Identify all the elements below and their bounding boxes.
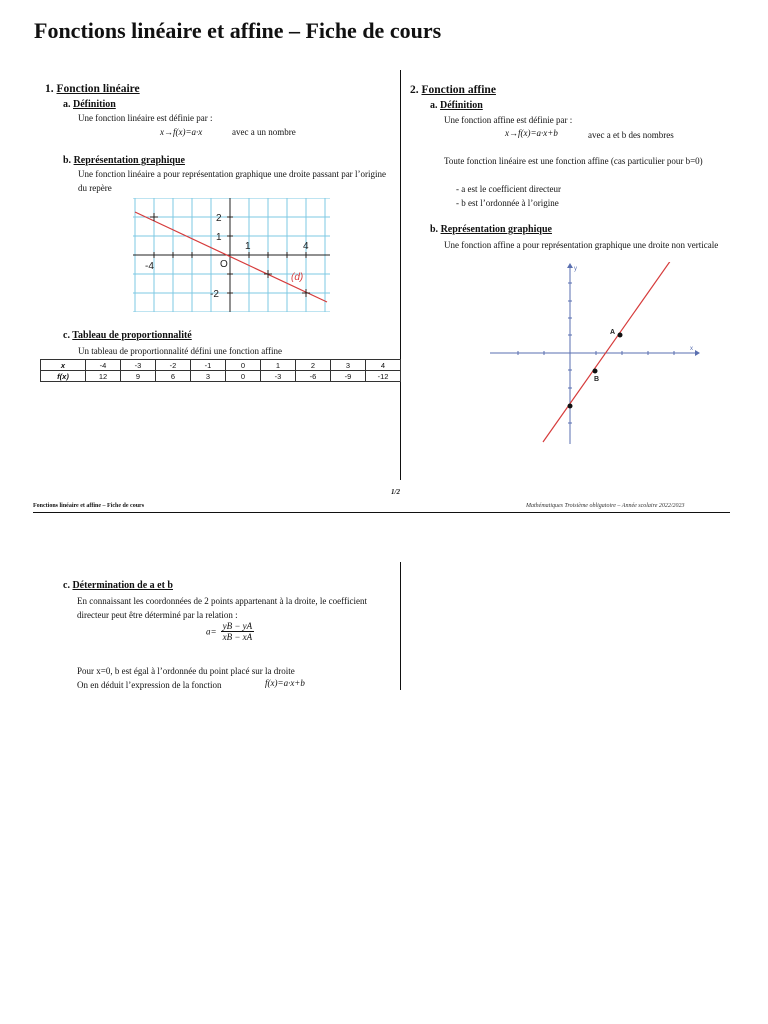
table-row-fx [41, 371, 401, 382]
footer-left: Fonctions linéaire et affine – Fiche de cours [33, 503, 145, 509]
table-cell: -1 [191, 360, 226, 371]
table-cell: -12 [366, 371, 401, 382]
page-title: Fonctions linéaire et affine – Fiche de cours [34, 18, 442, 43]
slope-numerator: yB − yA [222, 621, 253, 631]
section2c-line1: Pour x=0, b est égal à l’ordonnée du point placé sur la droite [77, 666, 295, 676]
affine-y-axis-label: y [574, 266, 577, 272]
graph-y-tick-2: 2 [216, 213, 222, 224]
section1a-formula: x→f(x)=a·x [160, 127, 203, 137]
point-a [618, 333, 623, 338]
section1b-heading [63, 155, 185, 166]
table-header-fx: f(x) [41, 371, 86, 382]
table-cell: 2 [296, 360, 331, 371]
section1c-heading [63, 330, 192, 341]
section2a-title: Définition [440, 100, 483, 111]
section2c-title: Détermination de a et b [72, 580, 173, 591]
section2a-bullet-2: - b est l’ordonnée à l’origine [456, 198, 559, 208]
section1c-text: Un tableau de proportionnalité défini une fonction affine [78, 346, 283, 356]
page2-column-divider [400, 562, 401, 690]
section2b-text: Une fonction affine a pour représentation graphique une droite non verticale [444, 240, 719, 250]
graph-y-tick-1: 1 [216, 232, 222, 243]
slope-formula [206, 621, 254, 642]
section1-title: Fonction linéaire [56, 83, 140, 95]
slope-fraction [221, 621, 255, 642]
slope-formula-lhs: a= [206, 626, 217, 637]
section2-title: Fonction affine [421, 84, 496, 96]
graph-x-tick-4: 4 [303, 241, 309, 252]
section1b-title: Représentation graphique [73, 155, 185, 166]
point-b-label: B [594, 376, 600, 383]
table-cell: 0 [226, 371, 261, 382]
table-cell: 1 [261, 360, 296, 371]
table-cell: -9 [331, 371, 366, 382]
section2c-line2: On en déduit l’expression de la fonction [77, 680, 222, 690]
footer-rule [33, 512, 730, 513]
column-divider [400, 70, 401, 480]
section1a-title: Définition [73, 99, 116, 110]
section1a-letter: a. [63, 99, 71, 110]
section2a-formula-note: avec a et b des nombres [588, 130, 674, 140]
slope-denominator: xB − xA [222, 632, 253, 642]
table-cell: 0 [226, 360, 261, 371]
section2c-text: En connaissant les coordonnées de 2 points appartenant à la droite, le coefficient directeur peut être déterminé par la relation : [77, 596, 367, 620]
affine-line [543, 262, 671, 442]
section1a-heading [63, 99, 116, 110]
section2b-title: Représentation graphique [440, 224, 552, 235]
section1-heading [45, 83, 140, 95]
table-header-x: x [41, 360, 86, 371]
section2b-letter: b. [430, 224, 439, 235]
section2c-letter: c. [63, 580, 70, 591]
graph-x-tick-minus4: -4 [145, 261, 154, 272]
graph-line-label: (d) [291, 272, 304, 283]
page-number: 1/2 [391, 488, 400, 496]
table-cell: -4 [86, 360, 121, 371]
section2b-heading [430, 224, 552, 235]
table-cell: 4 [366, 360, 401, 371]
linear-function-graph [133, 198, 330, 312]
section1a-text: Une fonction linéaire est définie par : [78, 113, 213, 123]
section1-number: 1. [45, 83, 54, 95]
section1a-formula-note: avec a un nombre [232, 127, 296, 137]
proportionality-table [40, 359, 401, 382]
section2a-note: Toute fonction linéaire est une fonction affine (cas particulier pour b=0) [444, 156, 703, 166]
point-a-label: A [610, 329, 616, 336]
table-cell: 6 [156, 371, 191, 382]
section2a-heading [430, 100, 483, 111]
table-cell: 9 [121, 371, 156, 382]
graph-x-tick-1: 1 [245, 241, 251, 252]
section2a-letter: a. [430, 100, 438, 111]
graph-origin-label: O [220, 259, 228, 270]
section1b-letter: b. [63, 155, 72, 166]
point-intercept [568, 404, 573, 409]
section2a-bullet-1: - a est le coefficient directeur [456, 184, 562, 194]
section1c-title: Tableau de proportionnalité [72, 330, 192, 341]
affine-x-axis-label: x [690, 346, 693, 352]
table-cell: -3 [121, 360, 156, 371]
section1c-letter: c. [63, 330, 70, 341]
section2c-line2-formula: f(x)=a·x+b [265, 678, 305, 688]
section2c-heading [63, 580, 173, 591]
affine-function-graph [490, 262, 700, 444]
section2a-text: Une fonction affine est définie par : [444, 115, 573, 125]
table-cell: -3 [261, 371, 296, 382]
point-b [593, 369, 598, 374]
table-row-x [41, 360, 401, 371]
table-cell: 3 [191, 371, 226, 382]
graph-line-d [135, 212, 327, 302]
footer-right: Mathématiques Troisième obligatoire – Année scolaire 2022/2023 [526, 503, 685, 509]
section2-number: 2. [410, 84, 419, 96]
table-cell: -2 [156, 360, 191, 371]
table-cell: 3 [331, 360, 366, 371]
graph-y-tick-minus2: -2 [210, 289, 219, 300]
section2-heading [410, 84, 496, 96]
table-cell: 12 [86, 371, 121, 382]
section2a-formula: x→f(x)=a·x+b [505, 128, 558, 138]
section1b-text: Une fonction linéaire a pour représentation graphique une droite passant par l’origine du repère [78, 169, 386, 193]
table-cell: -6 [296, 371, 331, 382]
